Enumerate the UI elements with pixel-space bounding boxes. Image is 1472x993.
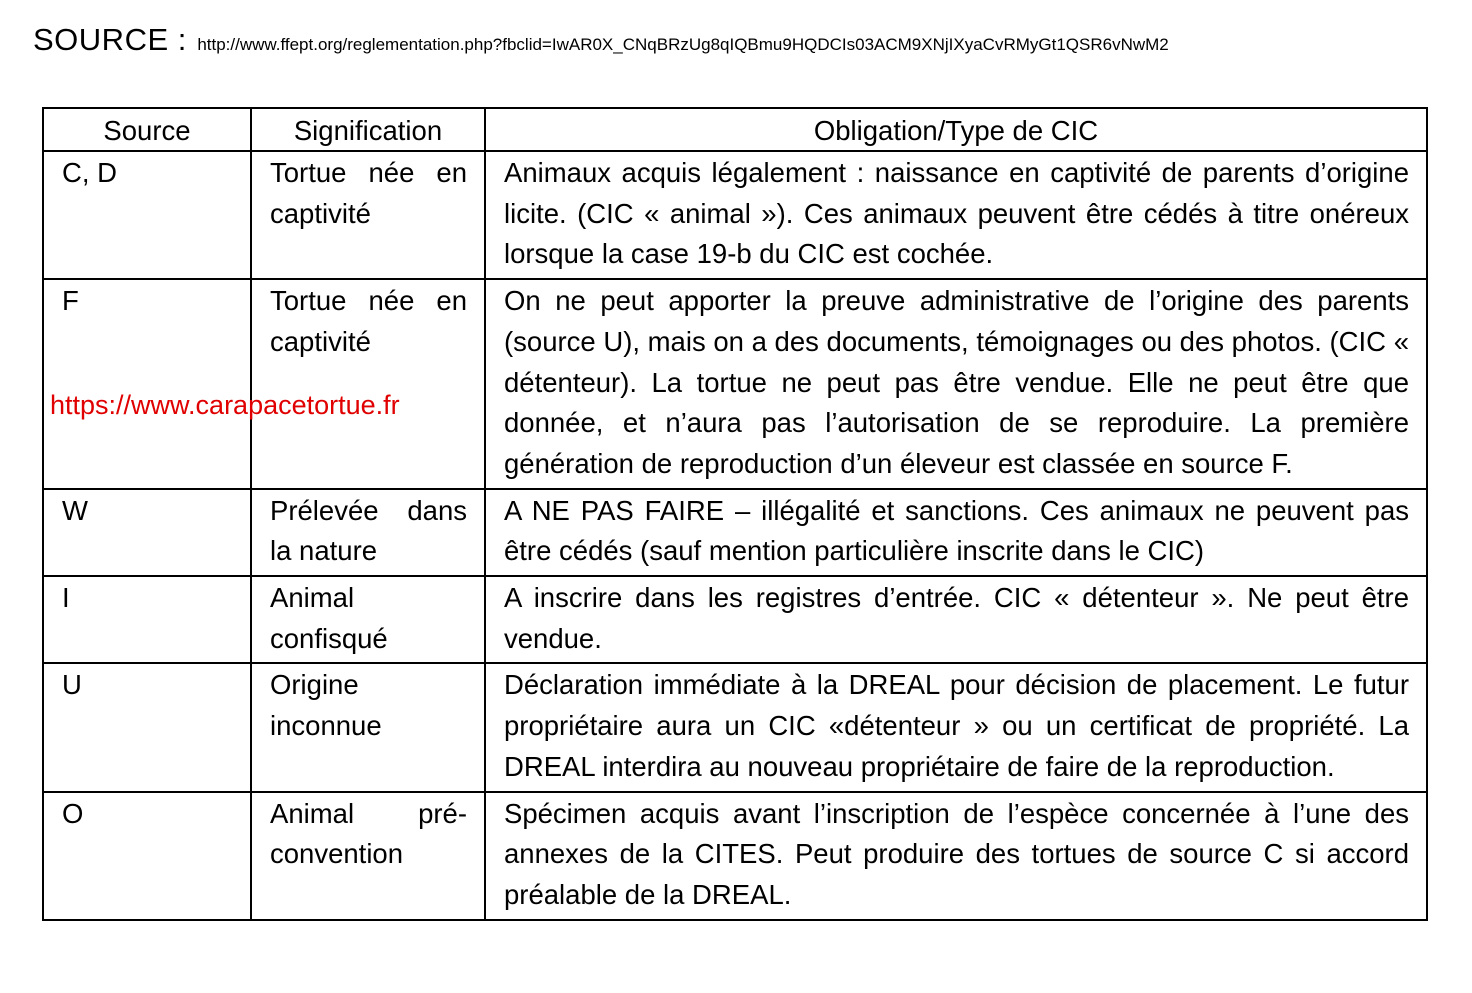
cell-source: C, D (43, 151, 251, 279)
table-row (43, 792, 1427, 920)
cell-signification: Tortue née en captivité (251, 151, 485, 279)
cell-obligation: Animaux acquis légalement : naissance en captivité de parents d’origine licite. (CIC « animal »). Ces animaux peuvent être cédés à titre onéreux lorsque la case 19-b du CIC est cochée. (485, 151, 1427, 279)
cell-source: O (43, 792, 251, 920)
column-header-signification: Signification (251, 108, 485, 151)
table-row (43, 576, 1427, 663)
cell-obligation: Déclaration immédiate à la DREAL pour décision de placement. Le futur propriétaire aura un CIC «détenteur » ou un certificat de propriété. La DREAL interdira au nouveau propriétaire de faire de la reproduction. (485, 663, 1427, 791)
table-row (43, 663, 1427, 791)
cell-source: I (43, 576, 251, 663)
source-url: http://www.ffept.org/reglementation.php?fbclid=IwAR0X_CNqBRzUg8qIQBmu9HQDCIs03ACM9XNjIXyaCvRMyGt1QSR6vNwM2 (197, 35, 1169, 54)
cell-signification: Origine inconnue (251, 663, 485, 791)
cell-source: F (43, 279, 251, 489)
column-header-obligation: Obligation/Type de CIC (485, 108, 1427, 151)
cell-obligation: Spécimen acquis avant l’inscription de l’espèce concernée à l’une des annexes de la CITES. Peut produire des tortues de source C si accord préalable de la DREAL. (485, 792, 1427, 920)
table-header-row (43, 108, 1427, 151)
cell-obligation: A NE PAS FAIRE – illégalité et sanctions. Ces animaux ne peuvent pas être cédés (sauf mention particulière inscrite dans le CIC) (485, 489, 1427, 576)
cell-signification: Prélevée dans la nature (251, 489, 485, 576)
cell-obligation: A inscrire dans les registres d’entrée. CIC « détenteur ». Ne peut être vendue. (485, 576, 1427, 663)
source-line (33, 22, 1169, 58)
column-header-source: Source (43, 108, 251, 151)
table-row (43, 279, 1427, 489)
cell-signification: Animal pré-convention (251, 792, 485, 920)
cell-signification: Tortue née en captivité (251, 279, 485, 489)
table-row (43, 489, 1427, 576)
source-label: SOURCE : (33, 22, 187, 57)
cell-signification: Animal confisqué (251, 576, 485, 663)
table-row (43, 151, 1427, 279)
watermark-url: https://www.carapacetortue.fr (50, 390, 400, 420)
cell-source: W (43, 489, 251, 576)
cell-source: U (43, 663, 251, 791)
source-classification-table (42, 107, 1428, 921)
cell-obligation: On ne peut apporter la preuve administrative de l’origine des parents (source U), mais on a des documents, témoignages ou des photos. (CIC « détenteur). La tortue ne peut pas être vendue. Elle ne peut être que donnée, et n’aura pas l’autorisation de se reproduire. La première génération de reproduction d’un éleveur est classée en source F. (485, 279, 1427, 489)
